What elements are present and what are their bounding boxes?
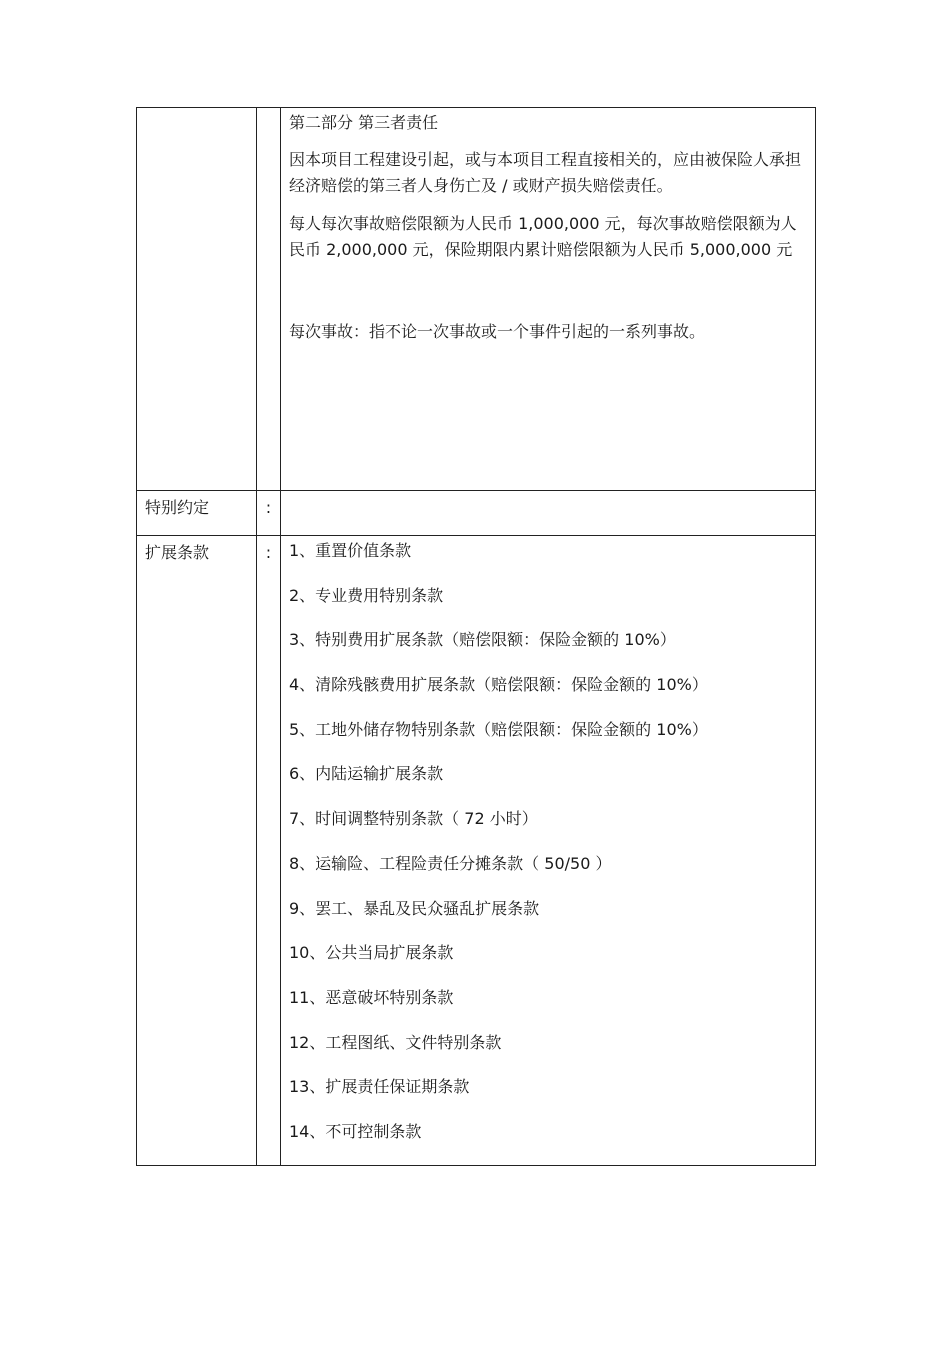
list-item: 3、特别费用扩展条款（赔偿限额：保险金额的 10%） [289,630,676,650]
policy-table [136,107,816,1166]
list-item: 10、公共当局扩展条款 [289,943,454,963]
per-accident-definition-text: 每次事故：指不论一次事故或一个事件引起的一系列事故。 [289,322,706,341]
list-item: 13、扩展责任保证期条款 [289,1077,470,1097]
special-agreement-value [281,491,816,536]
extension-clauses-row [137,536,816,1166]
liability-content-cell [281,108,816,491]
list-item: 5、工地外储存物特别条款（赔偿限额：保险金额的 10%） [289,719,708,739]
list-item: 8、运输险、工程险责任分摊条款（ 50/50 ） [289,853,612,873]
list-item: 4、清除残骸费用扩展条款（赔偿限额：保险金额的 10%） [289,675,708,695]
liability-scope-text: 因本项目工程建设引起，或与本项目工程直接相关的，应由被保险人承担经济赔偿的第三者人身伤亡及 / 或财产损失赔偿责任。 [289,150,802,195]
list-item: 7、时间调整特别条款（ 72 小时） [289,809,538,829]
liability-colon-cell [257,108,281,491]
list-item: 9、罢工、暴乱及民众骚乱扩展条款 [289,898,540,918]
third-party-liability-row [137,108,816,491]
liability-limits-text: 每人每次事故赔偿限额为人民币 1,000,000 元，每次事故赔偿限额为人民币 2,000,000 元，保险期限内累计赔偿限额为人民币 5,000,000 元 [289,214,797,259]
list-item: 2、专业费用特别条款 [289,585,444,605]
extension-clauses-content [281,536,816,1166]
liability-label-cell [137,108,257,491]
clause-list [289,539,805,1165]
special-agreement-colon: : [257,491,281,536]
special-agreement-label: 特别约定 [137,491,257,536]
list-item: 1、重置价值条款 [289,541,412,560]
extension-clauses-colon: : [257,536,281,1166]
list-item: 14、不可控制条款 [289,1121,422,1141]
special-agreement-row [137,491,816,536]
list-item: 12、工程图纸、文件特别条款 [289,1032,502,1052]
extension-clauses-label: 扩展条款 [137,536,257,1166]
section-heading: 第二部分 第三者责任 [289,113,439,132]
list-item: 6、内陆运输扩展条款 [289,764,444,784]
list-item: 11、恶意破坏特别条款 [289,987,454,1007]
